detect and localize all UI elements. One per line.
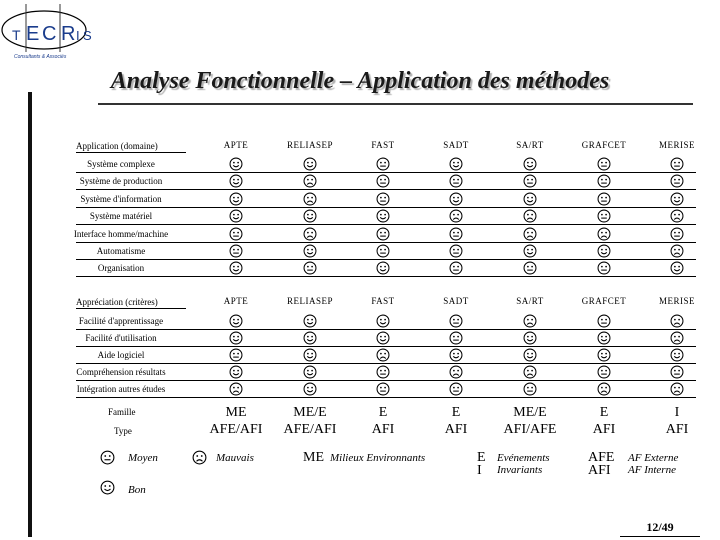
- rating-bon-icon: [376, 261, 390, 275]
- row-separator: [76, 189, 696, 190]
- rating-moyen-icon: [449, 331, 463, 345]
- method-column-header: GRAFCET: [581, 296, 627, 306]
- row-separator: [76, 207, 696, 208]
- section1-header-underline: [76, 152, 186, 153]
- legend-i-code: I: [477, 463, 482, 478]
- rating-bon-icon: [303, 365, 317, 379]
- rating-moyen-icon: [376, 244, 390, 258]
- type-label: Type: [114, 426, 132, 436]
- method-column-header: APTE: [223, 140, 249, 150]
- rating-moyen-icon: [597, 209, 611, 223]
- rating-moyen-icon: [376, 174, 390, 188]
- rating-moyen-icon: [523, 174, 537, 188]
- rating-bon-icon: [303, 157, 317, 171]
- rating-bon-icon: [303, 209, 317, 223]
- rating-mauvais-icon: [523, 209, 537, 223]
- rating-mauvais-icon: [303, 192, 317, 206]
- rating-bon-icon: [523, 331, 537, 345]
- row-label: Aide logiciel: [97, 350, 145, 360]
- famille-value: ME: [225, 405, 247, 420]
- rating-bon-icon: [523, 348, 537, 362]
- rating-mauvais-icon: [523, 314, 537, 328]
- method-column-header: MERISE: [658, 296, 695, 306]
- rating-bon-icon: [376, 331, 390, 345]
- rating-moyen-icon: [523, 382, 537, 396]
- row-separator: [76, 259, 696, 260]
- row-label: Facilité d'utilisation: [85, 333, 157, 343]
- row-label: Facilité d'apprentissage: [78, 316, 164, 326]
- legend-afe-code: AFE: [588, 450, 615, 465]
- rating-bon-icon: [303, 244, 317, 258]
- type-value: AFI: [371, 422, 395, 437]
- type-value: AFE/AFI: [283, 422, 337, 437]
- famille-value: ME/E: [293, 405, 327, 420]
- rating-moyen-icon: [449, 227, 463, 241]
- rating-moyen-icon: [597, 261, 611, 275]
- method-column-header: FAST: [371, 140, 395, 150]
- rating-moyen-icon: [670, 174, 684, 188]
- logo-letter: R: [61, 23, 76, 45]
- row-separator: [76, 276, 696, 277]
- rating-mauvais-icon: [670, 382, 684, 396]
- row-label: Organisation: [97, 263, 145, 274]
- rating-bon-icon: [523, 192, 537, 206]
- row-separator: [76, 363, 696, 364]
- method-column-header: FAST: [371, 296, 395, 306]
- left-vertical-bar: [28, 92, 32, 537]
- rating-bon-icon: [229, 314, 243, 328]
- rating-bon-icon: [229, 331, 243, 345]
- section2-header-underline: [76, 308, 186, 309]
- type-value: AFE/AFI: [209, 422, 263, 437]
- rating-moyen-icon: [597, 192, 611, 206]
- rating-bon-icon: [303, 382, 317, 396]
- row-separator: [76, 380, 696, 381]
- rating-bon-icon: [229, 261, 243, 275]
- famille-value: I: [674, 405, 680, 420]
- rating-bon-icon: [670, 192, 684, 206]
- row-separator: [76, 172, 696, 173]
- row-label: Intégration autres études: [76, 384, 166, 394]
- rating-bon-icon: [376, 314, 390, 328]
- rating-bon-icon: [523, 157, 537, 171]
- rating-moyen-icon: [449, 261, 463, 275]
- rating-moyen-icon: [376, 365, 390, 379]
- rating-moyen-icon: [449, 244, 463, 258]
- method-column-header: APTE: [223, 296, 249, 306]
- page-number: 12/49: [646, 520, 674, 534]
- legend-moyen-icon: [100, 450, 115, 470]
- rating-moyen-icon: [597, 174, 611, 188]
- rating-moyen-icon: [597, 365, 611, 379]
- legend-mauvais-icon: [192, 450, 207, 470]
- title-underline: [98, 103, 693, 105]
- rating-moyen-icon: [597, 314, 611, 328]
- legend-bon-icon: [100, 480, 115, 500]
- rating-moyen-icon: [229, 227, 243, 241]
- row-label: Système matériel: [89, 211, 153, 222]
- rating-mauvais-icon: [376, 348, 390, 362]
- method-column-header: MERISE: [658, 140, 695, 150]
- type-value: AFI: [444, 422, 468, 437]
- rating-bon-icon: [670, 348, 684, 362]
- legend-me-text: Milieux Environnants: [330, 452, 426, 464]
- rating-moyen-icon: [597, 157, 611, 171]
- legend-afe-text: AF Externe: [628, 452, 679, 464]
- rating-bon-icon: [229, 192, 243, 206]
- rating-bon-icon: [303, 331, 317, 345]
- method-column-header: SADT: [443, 296, 469, 306]
- rating-bon-icon: [229, 365, 243, 379]
- rating-bon-icon: [523, 244, 537, 258]
- logo-letter: T: [12, 27, 21, 43]
- legend-afi-text: AF Interne: [628, 464, 676, 476]
- row-label: Compréhension résultats: [76, 367, 166, 377]
- type-value: AFI: [665, 422, 689, 437]
- page-number-underline: [620, 536, 700, 537]
- rating-moyen-icon: [449, 382, 463, 396]
- rating-bon-icon: [376, 209, 390, 223]
- famille-label: Famille: [108, 407, 136, 417]
- famille-value: E: [451, 405, 461, 420]
- row-separator: [76, 329, 696, 330]
- method-column-header: RELIASEP: [286, 296, 333, 306]
- rating-bon-icon: [229, 174, 243, 188]
- legend-me-code: ME: [303, 450, 324, 465]
- logo-letter: E: [26, 23, 40, 45]
- rating-mauvais-icon: [523, 365, 537, 379]
- method-column-header: SA/RT: [516, 296, 544, 306]
- rating-bon-icon: [597, 244, 611, 258]
- row-separator: [76, 242, 696, 243]
- type-value: AFI: [592, 422, 616, 437]
- rating-mauvais-icon: [597, 227, 611, 241]
- rating-moyen-icon: [449, 174, 463, 188]
- tecris-logo: [0, 0, 95, 62]
- famille-value: ME/E: [513, 405, 547, 420]
- rating-mauvais-icon: [597, 382, 611, 396]
- rating-bon-icon: [449, 192, 463, 206]
- legend-moyen-label: Moyen: [128, 452, 158, 464]
- famille-value: E: [378, 405, 388, 420]
- row-separator: [76, 224, 696, 225]
- rating-moyen-icon: [376, 157, 390, 171]
- rating-mauvais-icon: [303, 174, 317, 188]
- type-value: AFI/AFE: [503, 422, 557, 437]
- method-column-header: SADT: [443, 140, 469, 150]
- page-title: Analyse Fonctionnelle – Application des méthodes: [110, 68, 610, 94]
- rating-moyen-icon: [376, 192, 390, 206]
- logo-letter: S: [83, 28, 92, 43]
- row-label: Système complexe: [87, 159, 155, 169]
- row-label: Automatisme: [96, 246, 146, 256]
- rating-bon-icon: [597, 348, 611, 362]
- rating-mauvais-icon: [449, 365, 463, 379]
- section2-header: Appréciation (critères): [76, 297, 158, 307]
- rating-bon-icon: [303, 348, 317, 362]
- rating-bon-icon: [670, 261, 684, 275]
- row-separator: [76, 346, 696, 347]
- famille-value: E: [599, 405, 609, 420]
- legend-e-text: Evénements: [497, 452, 550, 464]
- legend-mauvais-label: Mauvais: [216, 452, 254, 464]
- rating-moyen-icon: [449, 314, 463, 328]
- logo-letter: I: [76, 28, 80, 43]
- rating-mauvais-icon: [670, 314, 684, 328]
- method-column-header: RELIASEP: [286, 140, 333, 150]
- legend-e-code: E: [477, 450, 486, 465]
- rating-moyen-icon: [376, 227, 390, 241]
- legend-i-text: Invariants: [497, 464, 543, 476]
- row-label: Interface homme/machine: [73, 228, 169, 239]
- row-separator: [76, 397, 696, 398]
- rating-mauvais-icon: [670, 244, 684, 258]
- rating-moyen-icon: [670, 365, 684, 379]
- rating-mauvais-icon: [523, 227, 537, 241]
- rating-moyen-icon: [670, 227, 684, 241]
- rating-mauvais-icon: [303, 227, 317, 241]
- rating-moyen-icon: [229, 244, 243, 258]
- legend-bon-label: Bon: [128, 484, 146, 496]
- logo-tagline: Consultants & Associés: [14, 54, 67, 60]
- rating-bon-icon: [229, 209, 243, 223]
- rating-mauvais-icon: [670, 331, 684, 345]
- rating-bon-icon: [229, 157, 243, 171]
- rating-moyen-icon: [523, 261, 537, 275]
- rating-mauvais-icon: [449, 209, 463, 223]
- method-column-header: GRAFCET: [581, 140, 627, 150]
- rating-bon-icon: [449, 348, 463, 362]
- row-label: Système d'information: [80, 193, 162, 204]
- rating-moyen-icon: [229, 348, 243, 362]
- logo-letter: C: [42, 23, 57, 45]
- legend-afi-code: AFI: [588, 463, 611, 478]
- rating-moyen-icon: [670, 157, 684, 171]
- rating-bon-icon: [597, 331, 611, 345]
- row-label: Système de production: [79, 176, 163, 187]
- rating-mauvais-icon: [670, 209, 684, 223]
- rating-moyen-icon: [303, 261, 317, 275]
- rating-bon-icon: [449, 157, 463, 171]
- rating-mauvais-icon: [229, 382, 243, 396]
- rating-bon-icon: [303, 314, 317, 328]
- method-column-header: SA/RT: [516, 140, 544, 150]
- section1-header: Application (domaine): [76, 141, 158, 151]
- rating-moyen-icon: [376, 382, 390, 396]
